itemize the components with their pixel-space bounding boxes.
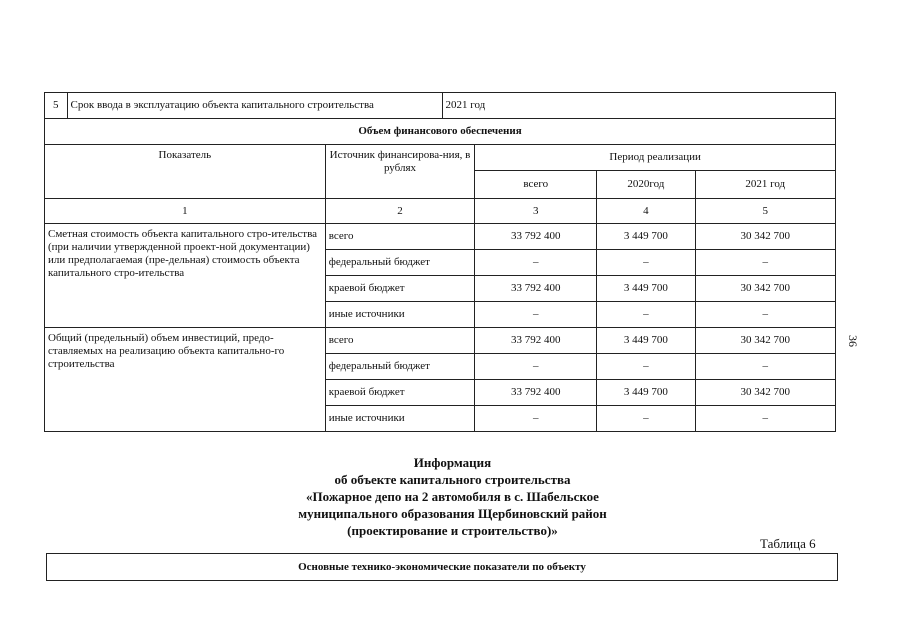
row-2020: – (597, 250, 695, 276)
row-source: всего (325, 328, 475, 354)
row-2021: 30 342 700 (695, 380, 835, 406)
col-number-1: 1 (45, 199, 326, 224)
header-total: всего (475, 171, 597, 199)
row5-value: 2021 год (442, 93, 835, 119)
row-2021: 30 342 700 (695, 328, 835, 354)
row-total: 33 792 400 (475, 224, 597, 250)
row-2021: – (695, 302, 835, 328)
row-total: – (475, 354, 597, 380)
row-total: – (475, 406, 597, 432)
row-total: 33 792 400 (475, 276, 597, 302)
row-2020: 3 449 700 (597, 380, 695, 406)
row-2020: 3 449 700 (597, 276, 695, 302)
col-number-3: 3 (475, 199, 597, 224)
col-number-5: 5 (695, 199, 835, 224)
row-source: федеральный бюджет (325, 250, 475, 276)
row-2020: 3 449 700 (597, 328, 695, 354)
table-row (45, 328, 836, 354)
col-number-4: 4 (597, 199, 695, 224)
row-source: федеральный бюджет (325, 354, 475, 380)
table6-title: Основные технико-экономические показатели по объекту (46, 553, 838, 581)
row-source: краевой бюджет (325, 380, 475, 406)
section-title: Объем финансового обеспечения (45, 119, 836, 145)
row-2020: – (597, 302, 695, 328)
header-2020: 2020год (597, 171, 695, 199)
row-2021: – (695, 406, 835, 432)
row-total: – (475, 250, 597, 276)
row-total: – (475, 302, 597, 328)
info-title: Информация (413, 455, 492, 470)
financing-table (44, 92, 836, 432)
info-line-5: (проектирование и строительство)» (347, 523, 558, 538)
row-2021: 30 342 700 (695, 276, 835, 302)
row5-label: Срок ввода в эксплуатацию объекта капитального строительства (67, 93, 442, 119)
col-number-2: 2 (325, 199, 475, 224)
row-2021: – (695, 250, 835, 276)
row5-number: 5 (45, 93, 68, 119)
table-row (45, 224, 836, 250)
block2-label: Общий (предельный) объем инвестиций, предо-ставляемых на реализацию объекта капитально-го строительства (45, 328, 326, 432)
row-2020: 3 449 700 (597, 224, 695, 250)
row-total: 33 792 400 (475, 380, 597, 406)
table6-label: Таблица 6 (760, 536, 816, 551)
row-source: иные источники (325, 302, 475, 328)
row-2021: 30 342 700 (695, 224, 835, 250)
info-line-4: муниципального образования Щербиновский район (298, 506, 607, 521)
info-line-2: об объекте капитального строительства (334, 472, 571, 487)
info-line-3: «Пожарное депо на 2 автомобиля в с. Шабельское (306, 489, 599, 504)
row-2021: – (695, 354, 835, 380)
row-source: иные источники (325, 406, 475, 432)
row-total: 33 792 400 (475, 328, 597, 354)
row-source: всего (325, 224, 475, 250)
row-2020: – (597, 354, 695, 380)
header-source: Источник финансирова-ния, в рублях (325, 145, 475, 199)
header-indicator: Показатель (45, 145, 326, 199)
page-number: 36 (846, 335, 860, 347)
header-2021: 2021 год (695, 171, 835, 199)
header-period: Период реализации (475, 145, 836, 171)
row-source: краевой бюджет (325, 276, 475, 302)
block1-label: Сметная стоимость объекта капитального стро-ительства (при наличии утвержденной проект-ной документации) или предполагаемая (пре-дельная) стоимость объекта капитального стро-ительства (45, 224, 326, 328)
row-2020: – (597, 406, 695, 432)
